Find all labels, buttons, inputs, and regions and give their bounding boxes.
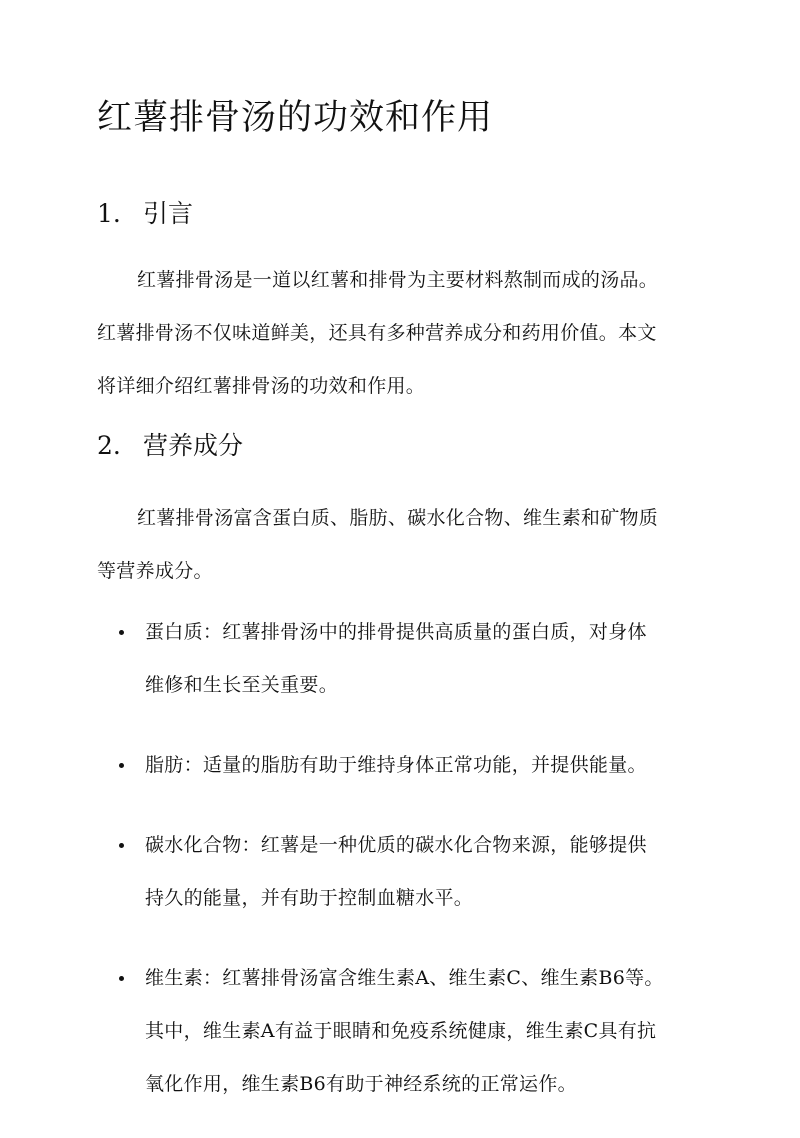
bullet-dot-icon	[119, 843, 124, 848]
list-item-line: 维生素：红薯排骨汤富含维生素A、维生素C、维生素B6等。	[145, 967, 664, 989]
introduction-paragraph	[97, 254, 703, 413]
list-item-line: 氧化作用，维生素B6有助于神经系统的正常运作。	[145, 1073, 577, 1095]
section-number: 1.	[97, 199, 121, 228]
paragraph-line: 红薯排骨汤富含蛋白质、脂肪、碳水化合物、维生素和矿物质	[137, 507, 659, 529]
paragraph-line: 将详细介绍红薯排骨汤的功效和作用。	[97, 375, 426, 397]
list-item-line: 其中，维生素A有益于眼睛和免疫系统健康，维生素C具有抗	[145, 1020, 657, 1042]
section-title: 营养成分	[143, 431, 244, 460]
list-item-fat	[97, 739, 703, 792]
bullet-dot-icon	[119, 976, 124, 981]
paragraph-line: 等营养成分。	[97, 560, 213, 582]
nutrient-bullet-list	[97, 606, 703, 1138]
bullet-dot-icon	[119, 763, 124, 768]
list-item-line: 维修和生长至关重要。	[145, 674, 339, 696]
section-number: 2.	[97, 431, 121, 460]
section-title: 引言	[143, 199, 194, 228]
list-item-line: 碳水化合物：红薯是一种优质的碳水化合物来源，能够提供	[145, 834, 647, 856]
list-item-carbohydrate	[97, 819, 703, 925]
nutrition-paragraph	[97, 492, 703, 598]
document-title: 红薯排骨汤的功效和作用	[97, 98, 494, 138]
list-item-line: 蛋白质：红薯排骨汤中的排骨提供高质量的蛋白质，对身体	[145, 621, 647, 643]
list-item-protein	[97, 606, 703, 712]
paragraph-line: 红薯排骨汤不仅味道鲜美，还具有多种营养成分和药用价值。本文	[97, 322, 657, 344]
paragraph-line: 红薯排骨汤是一道以红薯和排骨为主要材料熬制而成的汤品。	[137, 269, 659, 291]
section-heading-nutrition	[97, 428, 243, 464]
bullet-dot-icon	[119, 630, 124, 635]
section-heading-introduction	[97, 196, 193, 232]
list-item-vitamin	[97, 952, 703, 1111]
list-item-line: 脂肪：适量的脂肪有助于维持身体正常功能，并提供能量。	[145, 754, 647, 776]
list-item-line: 持久的能量，并有助于控制血糖水平。	[145, 887, 474, 909]
